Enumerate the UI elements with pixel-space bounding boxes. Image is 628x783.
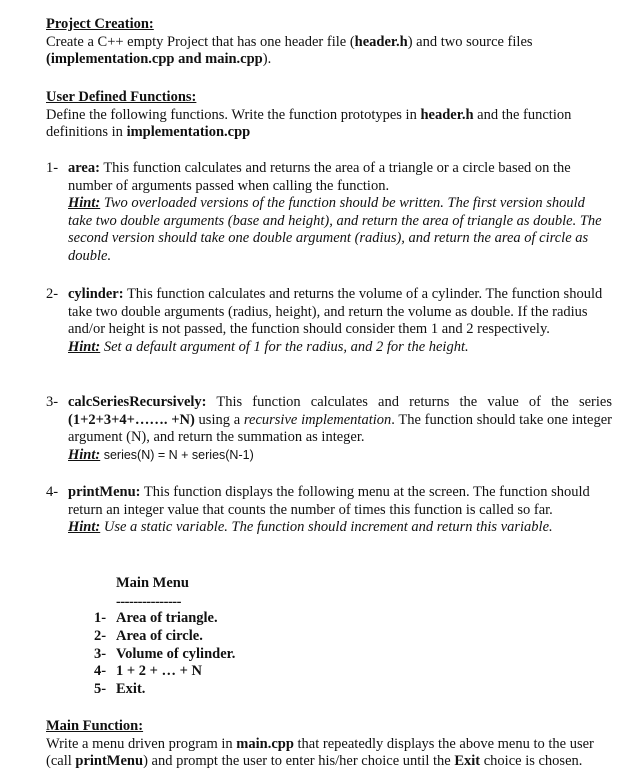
menu-item xyxy=(94,663,235,681)
item-body xyxy=(68,394,612,464)
project-creation-heading: Project Creation: xyxy=(46,16,154,32)
menu-item-number: 2- xyxy=(94,627,107,644)
menu-list xyxy=(94,610,235,699)
item-number: 2- xyxy=(46,286,59,302)
recursive-term: recursive implementation xyxy=(243,411,392,428)
text-run: This function displays the following menu at the screen. The function should return an integer value that counts the number of times this function is called so far. xyxy=(68,484,590,518)
item-number: 3- xyxy=(46,394,59,410)
text-run: This function calculates and returns the area of a triangle or a circle based on the number of arguments passed when calling the function. xyxy=(68,160,571,194)
user-defined-heading: User Defined Functions: xyxy=(46,89,197,105)
function-item-cylinder xyxy=(46,286,612,356)
text-run: This function calculates and returns the value of the series xyxy=(206,394,612,410)
text-run: ) and prompt the user to enter his/her choice until the xyxy=(143,753,455,770)
text-run: . The function should take one integer argument (N), and return the summation as integer. xyxy=(68,411,612,446)
item-description xyxy=(68,484,612,519)
exit-choice: Exit xyxy=(454,753,481,770)
main-function-section xyxy=(46,718,614,771)
menu-item xyxy=(94,681,235,699)
item-body xyxy=(68,286,612,356)
item-body xyxy=(68,160,612,266)
item-hint xyxy=(68,519,612,537)
print-menu-name: printMenu xyxy=(75,753,144,770)
item-description xyxy=(68,286,612,339)
project-creation-text xyxy=(46,34,614,69)
main-function-heading: Main Function: xyxy=(46,718,144,734)
hint-text: series(N) = N + series(N-1) xyxy=(100,447,254,462)
menu-item-label: Volume of cylinder. xyxy=(116,645,236,662)
hint-label: Hint: xyxy=(68,195,101,212)
text-run: ( xyxy=(46,51,51,68)
menu-item-number: 1- xyxy=(94,610,107,626)
hint-text: Two overloaded versions of the function should be written. The first version should take two double arguments (base and height), and return the area of triangle as double. The second version should take one double argument (radius), and return the area of circle as double. xyxy=(68,195,602,264)
hint-text: Use a static variable. The function should increment and return this variable. xyxy=(100,519,553,536)
text-run: Create a C++ empty Project that has one header file ( xyxy=(46,33,355,50)
header-file-name: header.h xyxy=(420,106,474,123)
implementation-file-name: implementation.cpp xyxy=(126,124,251,141)
item-description xyxy=(68,394,612,447)
function-item-area xyxy=(46,160,612,266)
hint-label: Hint: xyxy=(68,338,101,355)
item-hint xyxy=(68,339,612,357)
item-description xyxy=(68,160,612,195)
hint-label: Hint: xyxy=(68,446,101,463)
menu-item xyxy=(94,610,235,628)
item-hint xyxy=(68,195,612,265)
item-body xyxy=(68,484,612,537)
menu-item-label: Exit. xyxy=(116,681,146,698)
menu-item-number: 5- xyxy=(94,681,107,698)
text-run: This function calculates and returns the volume of a cylinder. The function should take two double arguments (radius, height), and return the volume as double. If the radius and/or height is not passed, the function should consider them 1 and 2 respectively. xyxy=(68,286,603,338)
menu-item-label: Area of circle. xyxy=(116,627,203,644)
user-defined-text xyxy=(46,107,614,142)
text-run: Define the following functions. Write the function prototypes in xyxy=(46,106,421,123)
text-run: Write a menu driven program in xyxy=(46,735,237,752)
text-run: ) and two source files xyxy=(407,33,533,50)
menu-rule: --------------- xyxy=(116,594,181,610)
menu-item-label: Area of triangle. xyxy=(116,610,218,626)
menu-item-number: 4- xyxy=(94,663,107,680)
main-file-name: main.cpp xyxy=(236,735,294,752)
menu-item-number: 3- xyxy=(94,645,107,662)
header-file-name: header.h xyxy=(354,33,408,50)
main-file-name: main.cpp xyxy=(205,51,263,68)
text-run: choice is chosen. xyxy=(480,753,583,770)
user-defined-section xyxy=(46,89,614,142)
function-name: cylinder: xyxy=(68,286,124,302)
item-number: 1- xyxy=(46,160,59,176)
hint-label: Hint: xyxy=(68,519,101,536)
function-name: calcSeriesRecursively: xyxy=(68,394,207,410)
function-name: area: xyxy=(68,160,100,176)
item-hint xyxy=(68,447,612,465)
item-number: 4- xyxy=(46,484,59,500)
text-run: and the function definitions in xyxy=(46,106,572,141)
menu-item xyxy=(94,628,235,646)
menu-item-label: 1 + 2 + … + N xyxy=(116,663,203,680)
series-expression: (1+2+3+4+……. +N) xyxy=(68,411,195,428)
text-run: ). xyxy=(262,51,272,68)
text-run: that repeatedly displays the above menu to the user (call xyxy=(46,735,594,770)
project-creation-section xyxy=(46,16,614,69)
implementation-file-name: implementation.cpp xyxy=(50,51,175,68)
main-function-text xyxy=(46,736,614,771)
menu-item xyxy=(94,646,235,664)
text-run: using a xyxy=(194,411,244,428)
function-name: printMenu: xyxy=(68,484,141,500)
menu-title: Main Menu xyxy=(116,575,189,591)
hint-text: Set a default argument of 1 for the radius, and 2 for the height. xyxy=(100,338,469,355)
text-run: and xyxy=(174,51,206,68)
function-item-calc-series xyxy=(46,394,612,464)
function-item-print-menu xyxy=(46,484,612,537)
